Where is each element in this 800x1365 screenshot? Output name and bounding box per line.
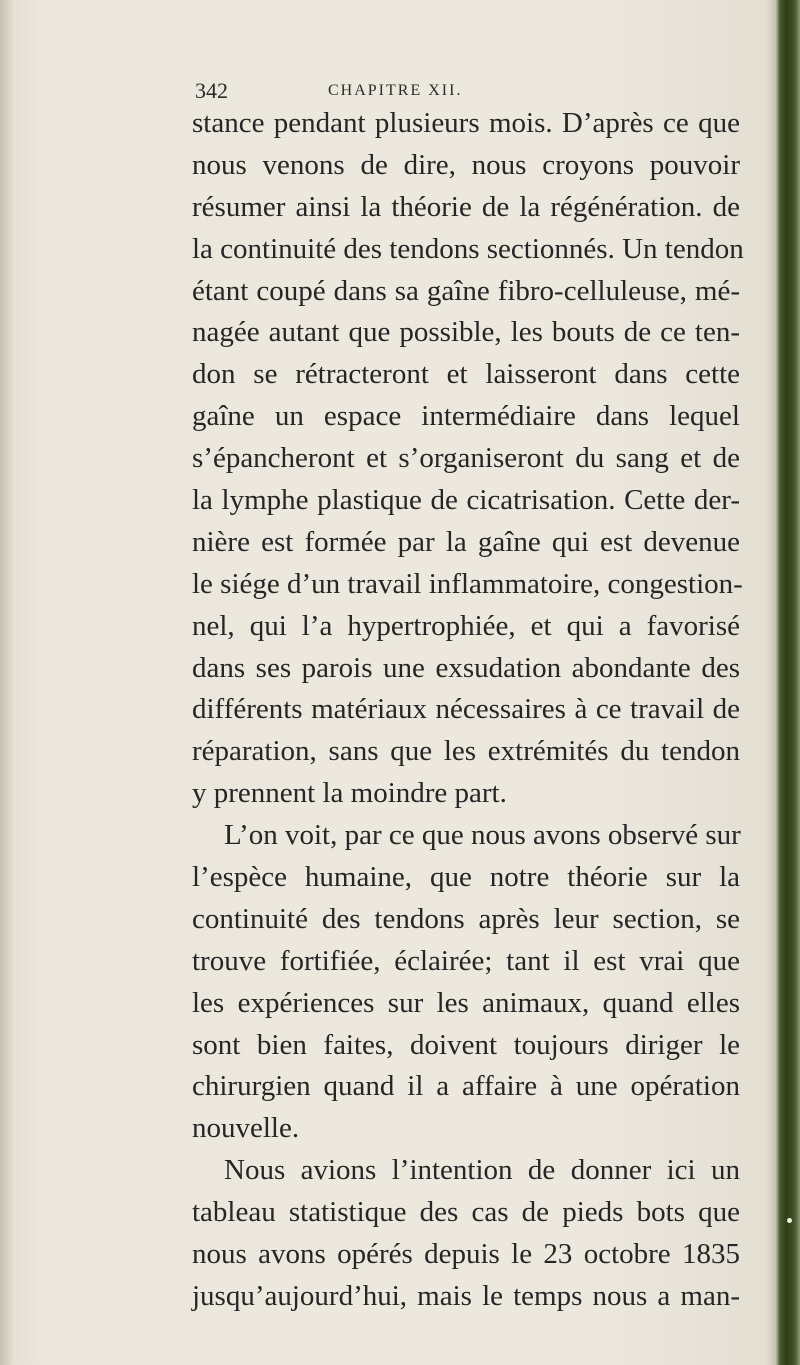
book-binding-edge bbox=[776, 0, 800, 1365]
text-line: les expériences sur les animaux, quand elles bbox=[192, 986, 740, 1019]
running-head: CHAPITRE XII. bbox=[328, 82, 463, 99]
text-line: sont bien faites, doivent toujours diriger le bbox=[192, 1028, 740, 1061]
text-line: continuité des tendons après leur section, se bbox=[192, 902, 740, 935]
text-line: différents matériaux nécessaires à ce travail de bbox=[192, 693, 740, 726]
text-line: nouvelle. bbox=[192, 1112, 300, 1145]
text-line: nagée autant que possible, les bouts de ce ten- bbox=[192, 316, 740, 349]
text-line: nel, qui l’a hypertrophiée, et qui a favorisé bbox=[192, 609, 740, 642]
text-line: don se rétracteront et laisseront dans cette bbox=[192, 358, 740, 391]
text-line: l’espèce humaine, que notre théorie sur la bbox=[192, 861, 740, 894]
text-line: jusqu’aujourd’hui, mais le temps nous a man- bbox=[192, 1279, 740, 1312]
edge-mark bbox=[787, 1218, 792, 1223]
text-line: trouve fortifiée, éclairée; tant il est vrai que bbox=[192, 944, 740, 977]
page-left-shadow bbox=[0, 0, 14, 1365]
text-line: réparation, sans que les extrémités du tendon bbox=[192, 735, 740, 768]
page-number: 342 bbox=[195, 78, 228, 103]
text-line: y prennent la moindre part. bbox=[192, 777, 507, 810]
text-line: dans ses parois une exsudation abondante des bbox=[192, 651, 740, 684]
text-line: gaîne un espace intermédiaire dans lequel bbox=[192, 400, 740, 433]
body-text bbox=[192, 103, 744, 1318]
text-line: chirurgien quand il a affaire à une opération bbox=[192, 1070, 740, 1103]
text-line: résumer ainsi la théorie de la régénération. de bbox=[192, 190, 740, 223]
text-line: nous venons de dire, nous croyons pouvoir bbox=[192, 148, 740, 181]
text-line: la continuité des tendons sectionnés. Un tendon bbox=[192, 232, 744, 265]
binding-shadow bbox=[766, 0, 776, 1365]
text-line: L’on voit, par ce que nous avons observé sur bbox=[224, 819, 741, 852]
text-line: étant coupé dans sa gaîne fibro-celluleuse, mé- bbox=[192, 274, 740, 307]
text-line: stance pendant plusieurs mois. D’après ce que bbox=[192, 107, 740, 139]
text-line: le siége d’un travail inflammatoire, congestion- bbox=[192, 567, 743, 600]
text-line: nière est formée par la gaîne qui est devenue bbox=[192, 525, 740, 558]
text-line: Nous avions l’intention de donner ici un bbox=[224, 1154, 740, 1187]
text-line: nous avons opérés depuis le 23 octobre 1835 bbox=[192, 1238, 740, 1271]
text-line: tableau statistique des cas de pieds bots que bbox=[192, 1196, 740, 1229]
text-line: s’épancheront et s’organiseront du sang et de bbox=[192, 442, 740, 475]
text-line: la lymphe plastique de cicatrisation. Cette der- bbox=[192, 484, 740, 517]
